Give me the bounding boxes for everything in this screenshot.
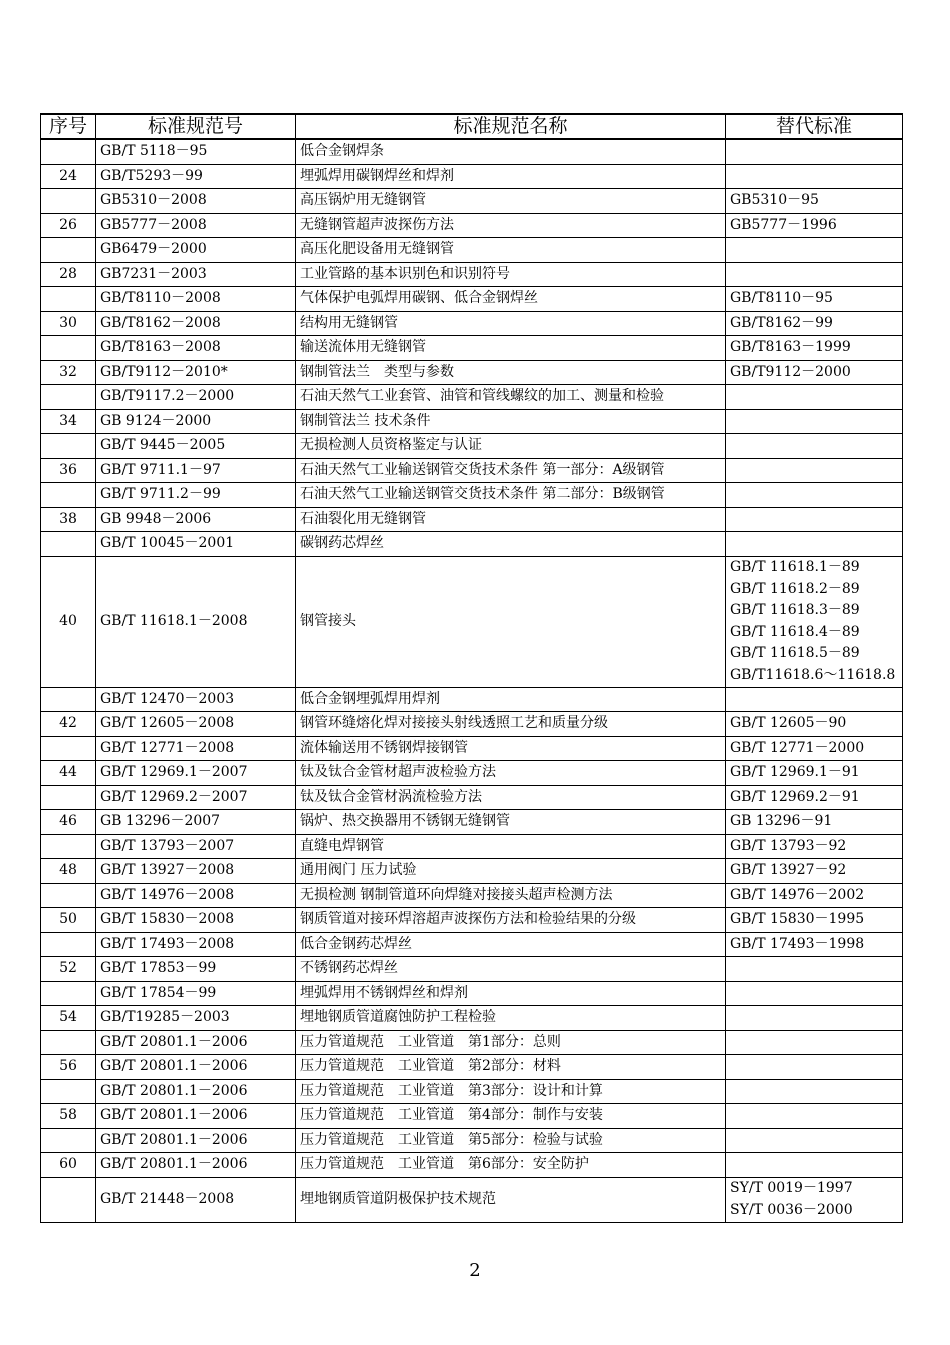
replaced-standard-cell (726, 360, 903, 385)
standard-code-cell: GB/T 20801.1－2006 (96, 1153, 296, 1178)
table-row (41, 1177, 903, 1222)
table-row (41, 1104, 903, 1129)
replaced-standard-cell (726, 164, 903, 189)
serial-no-cell (41, 287, 96, 312)
replaced-standard-line: GB/T8163－1999 (730, 339, 851, 355)
standard-code-cell: GB5777－2008 (96, 213, 296, 238)
standard-name-cell: 无损检测人员资格鉴定与认证 (296, 434, 726, 459)
table-row (41, 434, 903, 459)
replaced-standard-line: SY/T 0036－2000 (730, 1201, 853, 1218)
header-row (41, 114, 903, 139)
replaced-standard-cell (726, 908, 903, 933)
standard-code-cell: GB/T 17854－99 (96, 981, 296, 1006)
serial-no-cell: 34 (41, 409, 96, 434)
standard-name-cell: 高压化肥设备用无缝钢管 (296, 238, 726, 263)
standard-name-cell: 压力管道规范 工业管道 第3部分：设计和计算 (296, 1079, 726, 1104)
standard-code-cell: GB/T8162－2008 (96, 311, 296, 336)
standards-table (40, 113, 903, 1223)
serial-no-cell: 24 (41, 164, 96, 189)
serial-no-cell (41, 736, 96, 761)
replaced-standard-cell (726, 1055, 903, 1080)
replaced-standard-cell (726, 957, 903, 982)
standard-code-cell: GB/T 12470－2003 (96, 687, 296, 712)
standard-name-cell: 碳钢药芯焊丝 (296, 532, 726, 557)
replaced-standard-cell (726, 1104, 903, 1129)
table-row (41, 238, 903, 263)
standard-code-cell: GB/T 9711.2－99 (96, 483, 296, 508)
serial-no-cell (41, 1177, 96, 1222)
replaced-standard-cell (726, 712, 903, 737)
table-row (41, 932, 903, 957)
table-row (41, 1128, 903, 1153)
standard-name-cell: 无损检测 钢制管道环向焊缝对接接头超声检测方法 (296, 883, 726, 908)
replaced-standard-cell (726, 834, 903, 859)
standard-name-cell: 石油裂化用无缝钢管 (296, 507, 726, 532)
standard-code-cell: GB/T 17853－99 (96, 957, 296, 982)
standard-code-cell: GB5310－2008 (96, 189, 296, 214)
standard-name-cell: 钢制管法兰 技术条件 (296, 409, 726, 434)
serial-no-cell (41, 385, 96, 410)
table-row (41, 1006, 903, 1031)
replaced-standard-cell (726, 434, 903, 459)
serial-no-cell: 54 (41, 1006, 96, 1031)
replaced-standard-cell (726, 810, 903, 835)
standard-code-cell: GB 9124－2000 (96, 409, 296, 434)
serial-no-cell: 52 (41, 957, 96, 982)
table-row (41, 981, 903, 1006)
header-standard-code: 标准规范号 (96, 114, 296, 139)
table-header (41, 114, 903, 139)
replaced-standard-line: SY/T 0019－1997 (730, 1180, 853, 1196)
serial-no-cell (41, 883, 96, 908)
standard-name-cell: 压力管道规范 工业管道 第4部分：制作与安装 (296, 1104, 726, 1129)
replaced-standard-line: GB/T 12771－2000 (730, 739, 865, 756)
table-row (41, 687, 903, 712)
replaced-standard-cell (726, 556, 903, 687)
replaced-standard-line: GB/T 13793－92 (730, 837, 847, 854)
table-row (41, 957, 903, 982)
serial-no-cell: 40 (41, 556, 96, 687)
table-row (41, 859, 903, 884)
standard-name-cell: 通用阀门 压力试验 (296, 859, 726, 884)
header-replaced-standard: 替代标准 (726, 114, 903, 139)
standard-code-cell: GB/T 15830－2008 (96, 908, 296, 933)
standard-code-cell: GB/T 21448－2008 (96, 1177, 296, 1222)
header-serial-no: 序号 (41, 114, 96, 139)
standard-code-cell: GB 9948－2006 (96, 507, 296, 532)
standard-name-cell: 钢管环缝熔化焊对接接头射线透照工艺和质量分级 (296, 712, 726, 737)
standard-code-cell: GB/T 11618.1－2008 (96, 556, 296, 687)
standard-name-cell: 压力管道规范 工业管道 第5部分：检验与试验 (296, 1128, 726, 1153)
replaced-standard-line: GB/T9112－2000 (730, 363, 851, 380)
replaced-standard-cell (726, 532, 903, 557)
serial-no-cell: 56 (41, 1055, 96, 1080)
table-row (41, 1079, 903, 1104)
standard-name-cell: 石油天然气工业套管、油管和管线螺纹的加工、测量和检验 (296, 385, 726, 410)
replaced-standard-cell (726, 785, 903, 810)
replaced-standard-cell (726, 385, 903, 410)
standard-name-cell: 低合金钢焊条 (296, 139, 726, 164)
replaced-standard-line: GB5310－95 (730, 192, 819, 208)
replaced-standard-cell (726, 1128, 903, 1153)
serial-no-cell: 60 (41, 1153, 96, 1178)
replaced-standard-cell (726, 687, 903, 712)
standard-code-cell: GB/T8163－2008 (96, 336, 296, 361)
standard-code-cell: GB/T5293－99 (96, 164, 296, 189)
table-row (41, 507, 903, 532)
replaced-standard-cell (726, 458, 903, 483)
replaced-standard-cell (726, 287, 903, 312)
standard-name-cell: 直缝电焊钢管 (296, 834, 726, 859)
replaced-standard-cell (726, 483, 903, 508)
serial-no-cell: 50 (41, 908, 96, 933)
replaced-standard-line: GB/T 14976－2002 (730, 886, 865, 903)
replaced-standard-line: GB/T 11618.1－89 (730, 559, 860, 575)
page-number: 2 (469, 1260, 481, 1281)
replaced-standard-cell (726, 409, 903, 434)
replaced-standard-line: GB/T 12969.1－91 (730, 764, 860, 780)
serial-no-cell (41, 1128, 96, 1153)
table-row (41, 834, 903, 859)
replaced-standard-line: GB/T 11618.4－89 (730, 623, 860, 640)
serial-no-cell: 28 (41, 262, 96, 287)
standard-name-cell: 压力管道规范 工业管道 第1部分：总则 (296, 1030, 726, 1055)
standard-name-cell: 埋弧焊用碳钢焊丝和焊剂 (296, 164, 726, 189)
replaced-standard-cell (726, 238, 903, 263)
serial-no-cell: 58 (41, 1104, 96, 1129)
table-body (41, 139, 903, 1222)
replaced-standard-line: GB/T 11618.2－89 (730, 580, 860, 597)
standard-code-cell: GB7231－2003 (96, 262, 296, 287)
table-row (41, 1030, 903, 1055)
replaced-standard-line: GB/T 17493－1998 (730, 935, 865, 952)
table-row (41, 883, 903, 908)
table-row (41, 1055, 903, 1080)
replaced-standard-cell (726, 859, 903, 884)
serial-no-cell: 30 (41, 311, 96, 336)
replaced-standard-cell (726, 1153, 903, 1178)
replaced-standard-line: GB/T 11618.3－89 (730, 602, 860, 618)
standard-code-cell: GB/T 20801.1－2006 (96, 1055, 296, 1080)
table-row (41, 556, 903, 687)
standard-name-cell: 不锈钢药芯焊丝 (296, 957, 726, 982)
replaced-standard-cell (726, 883, 903, 908)
replaced-standard-cell (726, 1177, 903, 1222)
standard-name-cell: 钢制管法兰 类型与参数 (296, 360, 726, 385)
replaced-standard-line: GB/T11618.6～11618.8 (730, 666, 896, 683)
table-row (41, 483, 903, 508)
standard-name-cell: 埋弧焊用不锈钢焊丝和焊剂 (296, 981, 726, 1006)
replaced-standard-cell (726, 262, 903, 287)
table-row (41, 761, 903, 786)
serial-no-cell (41, 981, 96, 1006)
table-row (41, 336, 903, 361)
serial-no-cell: 46 (41, 810, 96, 835)
serial-no-cell: 44 (41, 761, 96, 786)
standard-code-cell: GB/T9112－2010* (96, 360, 296, 385)
standard-code-cell: GB/T 20801.1－2006 (96, 1104, 296, 1129)
standard-code-cell: GB/T 12771－2008 (96, 736, 296, 761)
table-row (41, 262, 903, 287)
serial-no-cell (41, 932, 96, 957)
serial-no-cell: 38 (41, 507, 96, 532)
standard-name-cell: 锅炉、热交换器用不锈钢无缝钢管 (296, 810, 726, 835)
standard-code-cell: GB/T8110－2008 (96, 287, 296, 312)
standard-name-cell: 石油天然气工业输送钢管交货技术条件 第一部分：A级钢管 (296, 458, 726, 483)
standard-code-cell: GB/T19285－2003 (96, 1006, 296, 1031)
standard-name-cell: 埋地钢质管道腐蚀防护工程检验 (296, 1006, 726, 1031)
standard-name-cell: 压力管道规范 工业管道 第2部分：材料 (296, 1055, 726, 1080)
serial-no-cell (41, 834, 96, 859)
serial-no-cell (41, 532, 96, 557)
serial-no-cell (41, 139, 96, 164)
serial-no-cell (41, 687, 96, 712)
replaced-standard-line: GB/T 13927－92 (730, 862, 847, 878)
table-row (41, 458, 903, 483)
standard-name-cell: 钛及钛合金管材涡流检验方法 (296, 785, 726, 810)
serial-no-cell: 26 (41, 213, 96, 238)
standard-name-cell: 钢质管道对接环焊溶超声波探伤方法和检验结果的分级 (296, 908, 726, 933)
standard-name-cell: 低合金钢药芯焊丝 (296, 932, 726, 957)
table-row (41, 139, 903, 164)
standard-name-cell: 埋地钢质管道阴极保护技术规范 (296, 1177, 726, 1222)
serial-no-cell: 48 (41, 859, 96, 884)
replaced-standard-cell (726, 507, 903, 532)
table-row (41, 213, 903, 238)
standard-name-cell: 石油天然气工业输送钢管交货技术条件 第二部分：B级钢管 (296, 483, 726, 508)
standard-code-cell: GB/T 12605－2008 (96, 712, 296, 737)
standard-name-cell: 结构用无缝钢管 (296, 311, 726, 336)
standard-code-cell: GB/T 17493－2008 (96, 932, 296, 957)
serial-no-cell (41, 189, 96, 214)
replaced-standard-line: GB/T8110－95 (730, 290, 833, 306)
standard-code-cell: GB/T 13927－2008 (96, 859, 296, 884)
standard-code-cell: GB/T 13793－2007 (96, 834, 296, 859)
table-row (41, 189, 903, 214)
replaced-standard-line: GB/T 12605－90 (730, 715, 847, 731)
replaced-standard-cell (726, 336, 903, 361)
standard-code-cell: GB/T 5118－95 (96, 139, 296, 164)
standard-code-cell: GB/T9117.2－2000 (96, 385, 296, 410)
serial-no-cell: 32 (41, 360, 96, 385)
standard-code-cell: GB/T 9711.1－97 (96, 458, 296, 483)
standard-name-cell: 钢管接头 (296, 556, 726, 687)
table-row (41, 810, 903, 835)
table-row (41, 908, 903, 933)
standard-code-cell: GB6479－2000 (96, 238, 296, 263)
replaced-standard-cell (726, 139, 903, 164)
standard-code-cell: GB 13296－2007 (96, 810, 296, 835)
table-row (41, 712, 903, 737)
serial-no-cell (41, 1079, 96, 1104)
standard-code-cell: GB/T 20801.1－2006 (96, 1128, 296, 1153)
serial-no-cell (41, 785, 96, 810)
standard-code-cell: GB/T 14976－2008 (96, 883, 296, 908)
replaced-standard-cell (726, 1030, 903, 1055)
serial-no-cell: 36 (41, 458, 96, 483)
standard-code-cell: GB/T 9445－2005 (96, 434, 296, 459)
replaced-standard-cell (726, 932, 903, 957)
serial-no-cell (41, 434, 96, 459)
standard-name-cell: 气体保护电弧焊用碳钢、低合金钢焊丝 (296, 287, 726, 312)
replaced-standard-cell (726, 213, 903, 238)
table-row (41, 785, 903, 810)
serial-no-cell (41, 336, 96, 361)
table-row (41, 736, 903, 761)
serial-no-cell (41, 1030, 96, 1055)
table-row (41, 164, 903, 189)
serial-no-cell (41, 483, 96, 508)
standard-name-cell: 输送流体用无缝钢管 (296, 336, 726, 361)
replaced-standard-cell (726, 311, 903, 336)
standard-code-cell: GB/T 20801.1－2006 (96, 1079, 296, 1104)
replaced-standard-cell (726, 1006, 903, 1031)
replaced-standard-line: GB/T 11618.5－89 (730, 645, 860, 661)
standard-name-cell: 工业管路的基本识别色和识别符号 (296, 262, 726, 287)
replaced-standard-line: GB/T8162－99 (730, 314, 833, 331)
table-row (41, 1153, 903, 1178)
replaced-standard-cell (726, 736, 903, 761)
header-standard-name: 标准规范名称 (296, 114, 726, 139)
serial-no-cell (41, 238, 96, 263)
replaced-standard-cell (726, 761, 903, 786)
table-row (41, 532, 903, 557)
standard-name-cell: 流体输送用不锈钢焊接钢管 (296, 736, 726, 761)
replaced-standard-line: GB/T 15830－1995 (730, 911, 865, 927)
replaced-standard-line: GB/T 12969.2－91 (730, 788, 860, 805)
standard-name-cell: 高压锅炉用无缝钢管 (296, 189, 726, 214)
table-row (41, 360, 903, 385)
standard-name-cell: 无缝钢管超声波探伤方法 (296, 213, 726, 238)
replaced-standard-line: GB5777－1996 (730, 216, 837, 233)
replaced-standard-line: GB 13296－91 (730, 813, 833, 829)
serial-no-cell: 42 (41, 712, 96, 737)
table-row (41, 311, 903, 336)
standard-name-cell: 钛及钛合金管材超声波检验方法 (296, 761, 726, 786)
standard-code-cell: GB/T 20801.1－2006 (96, 1030, 296, 1055)
table-row (41, 385, 903, 410)
replaced-standard-cell (726, 1079, 903, 1104)
standard-name-cell: 压力管道规范 工业管道 第6部分：安全防护 (296, 1153, 726, 1178)
standard-code-cell: GB/T 12969.2－2007 (96, 785, 296, 810)
standard-name-cell: 低合金钢埋弧焊用焊剂 (296, 687, 726, 712)
replaced-standard-cell (726, 981, 903, 1006)
table-row (41, 409, 903, 434)
standard-code-cell: GB/T 12969.1－2007 (96, 761, 296, 786)
replaced-standard-cell (726, 189, 903, 214)
table-row (41, 287, 903, 312)
standard-code-cell: GB/T 10045－2001 (96, 532, 296, 557)
